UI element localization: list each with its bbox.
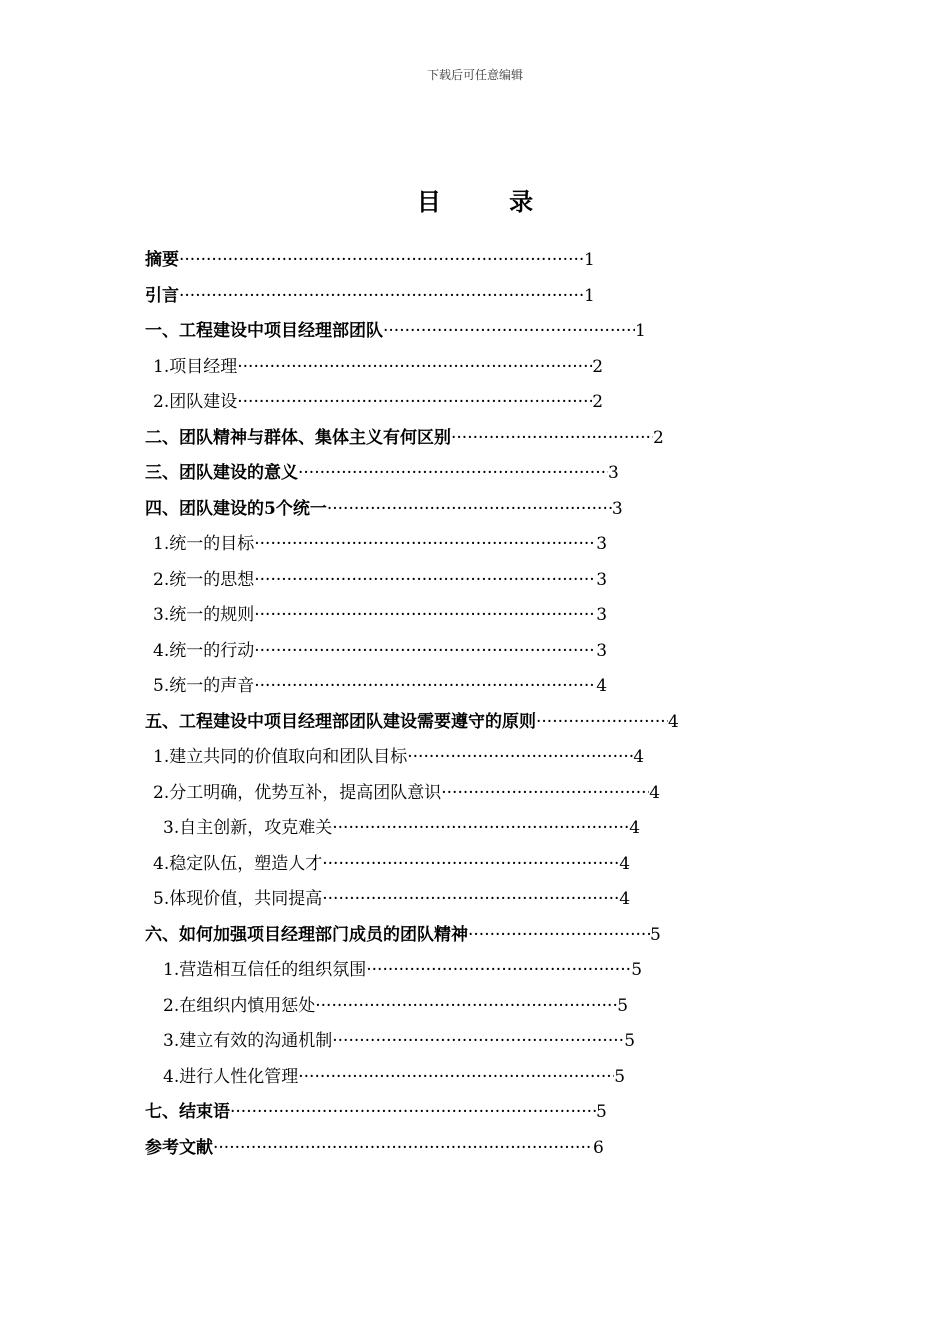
toc-entry[interactable]	[145, 634, 845, 670]
toc-page-number: 4	[649, 782, 661, 803]
toc-entry[interactable]	[145, 1060, 845, 1096]
toc-entry-label: 2.分工明确，优势互补，提高团队意识	[153, 782, 442, 803]
toc-dot-leader	[332, 1024, 624, 1060]
toc-entry[interactable]	[145, 918, 845, 954]
toc-entry-label: 1.营造相互信任的组织氛围	[163, 960, 367, 980]
toc-entry-label: 4.稳定队伍，塑造人才	[153, 853, 323, 874]
toc-entry-label: 1.统一的目标	[153, 534, 255, 554]
toc-entry[interactable]	[145, 1095, 845, 1131]
toc-page-number: 3	[611, 498, 623, 519]
toc-dot-leader	[230, 1095, 596, 1131]
toc-page-number: 3	[608, 463, 619, 483]
toc-entry-label: 1.建立共同的价值取向和团队目标	[153, 747, 408, 767]
toc-entry-label: 三、团队建设的意义	[145, 463, 298, 483]
toc-entry[interactable]	[145, 598, 845, 634]
toc-dot-leader	[254, 527, 596, 563]
toc-page-number: 5	[617, 995, 629, 1016]
toc-entry[interactable]	[145, 847, 845, 883]
toc-entry[interactable]	[145, 279, 845, 315]
toc-entry-label: 3.统一的规则	[153, 605, 255, 625]
table-of-contents	[145, 243, 845, 1166]
header-note: 下载后可任意编辑	[426, 68, 523, 82]
toc-entry-label: 四、团队建设的5个统一	[145, 498, 327, 519]
toc-entry-label: 5.体现价值，共同提高	[153, 889, 323, 909]
toc-entry[interactable]	[145, 421, 845, 457]
toc-page-number: 6	[593, 1137, 604, 1158]
toc-page-number: 2	[653, 427, 664, 448]
toc-dot-leader	[322, 847, 619, 883]
toc-dot-leader	[179, 243, 584, 279]
toc-entry[interactable]	[145, 705, 845, 741]
toc-entry[interactable]	[145, 989, 845, 1025]
toc-entry[interactable]	[145, 456, 845, 492]
toc-page-number: 3	[596, 605, 608, 625]
toc-entry-label: 5.统一的声音	[153, 676, 255, 696]
toc-entry[interactable]	[145, 776, 845, 812]
toc-entry-label: 2.团队建设	[153, 392, 238, 412]
toc-dot-leader	[254, 563, 596, 599]
toc-page-number: 3	[596, 534, 608, 554]
toc-dot-leader	[213, 1131, 593, 1167]
toc-entry[interactable]	[145, 1131, 845, 1167]
toc-page-number: 1	[584, 250, 595, 270]
toc-entry-label: 3.自主创新，攻克难关	[163, 818, 333, 838]
toc-entry[interactable]	[145, 740, 845, 776]
toc-dot-leader	[254, 634, 596, 670]
toc-dot-leader	[298, 1060, 614, 1096]
toc-page-number: 5	[624, 1031, 636, 1051]
toc-entry[interactable]	[145, 669, 845, 705]
toc-entry-label: 引言	[145, 285, 179, 306]
toc-entry[interactable]	[145, 350, 845, 386]
toc-entry-label: 参考文献	[145, 1137, 213, 1158]
toc-dot-leader	[536, 705, 668, 741]
toc-entry-label: 一、工程建设中项目经理部团队	[145, 321, 383, 341]
toc-page-number: 5	[596, 1102, 607, 1122]
toc-page-number: 4	[619, 889, 631, 909]
toc-dot-leader	[366, 953, 631, 989]
toc-dot-leader	[322, 882, 619, 918]
toc-dot-leader	[468, 918, 650, 954]
toc-entry[interactable]	[145, 953, 845, 989]
toc-dot-leader	[298, 456, 608, 492]
toc-page-number: 4	[668, 711, 679, 732]
toc-dot-leader	[407, 740, 633, 776]
toc-page-number: 4	[619, 853, 631, 874]
toc-entry[interactable]	[145, 527, 845, 563]
toc-page-number: 5	[650, 924, 661, 945]
toc-dot-leader	[254, 669, 596, 705]
toc-entry-label: 2.统一的思想	[153, 569, 255, 590]
toc-entry-label: 1.项目经理	[153, 356, 238, 377]
toc-dot-leader	[327, 492, 612, 528]
toc-dot-leader	[237, 385, 592, 421]
toc-entry-label: 3.建立有效的沟通机制	[163, 1031, 333, 1051]
toc-page-number: 2	[592, 392, 604, 412]
toc-dot-leader	[315, 989, 617, 1025]
toc-entry-label: 4.进行人性化管理	[163, 1066, 299, 1087]
toc-dot-leader	[254, 598, 596, 634]
toc-entry-label: 摘要	[145, 250, 179, 270]
toc-dot-leader	[451, 421, 653, 457]
toc-entry[interactable]	[145, 492, 845, 528]
toc-page-number: 1	[635, 321, 646, 341]
toc-page-number: 4	[629, 818, 641, 838]
toc-entry[interactable]	[145, 882, 845, 918]
page-title: 目 录	[416, 187, 564, 216]
toc-page-number: 2	[592, 356, 604, 377]
toc-entry[interactable]	[145, 385, 845, 421]
toc-dot-leader	[237, 350, 592, 386]
toc-page-number: 5	[631, 960, 643, 980]
toc-page-number: 1	[584, 285, 595, 306]
toc-entry-label: 4.统一的行动	[153, 640, 255, 661]
toc-dot-leader	[332, 811, 629, 847]
toc-entry-label: 七、结束语	[145, 1102, 230, 1122]
toc-entry[interactable]	[145, 243, 845, 279]
toc-entry[interactable]	[145, 314, 845, 350]
toc-entry-label: 六、如何加强项目经理部门成员的团队精神	[145, 924, 468, 945]
toc-dot-leader	[179, 279, 584, 315]
toc-page-number: 5	[614, 1066, 626, 1087]
toc-entry-label: 五、工程建设中项目经理部团队建设需要遵守的原则	[145, 711, 536, 732]
toc-entry-label: 2.在组织内慎用惩处	[163, 995, 316, 1016]
toc-entry[interactable]	[145, 1024, 845, 1060]
toc-entry-label: 二、团队精神与群体、集体主义有何区别	[145, 427, 451, 448]
toc-entry[interactable]	[145, 811, 845, 847]
toc-page-number: 4	[633, 747, 645, 767]
toc-page-number: 4	[596, 676, 608, 696]
toc-entry[interactable]	[145, 563, 845, 599]
toc-dot-leader	[441, 776, 649, 812]
toc-page-number: 3	[596, 640, 608, 661]
toc-page-number: 3	[596, 569, 608, 590]
toc-dot-leader	[383, 314, 635, 350]
